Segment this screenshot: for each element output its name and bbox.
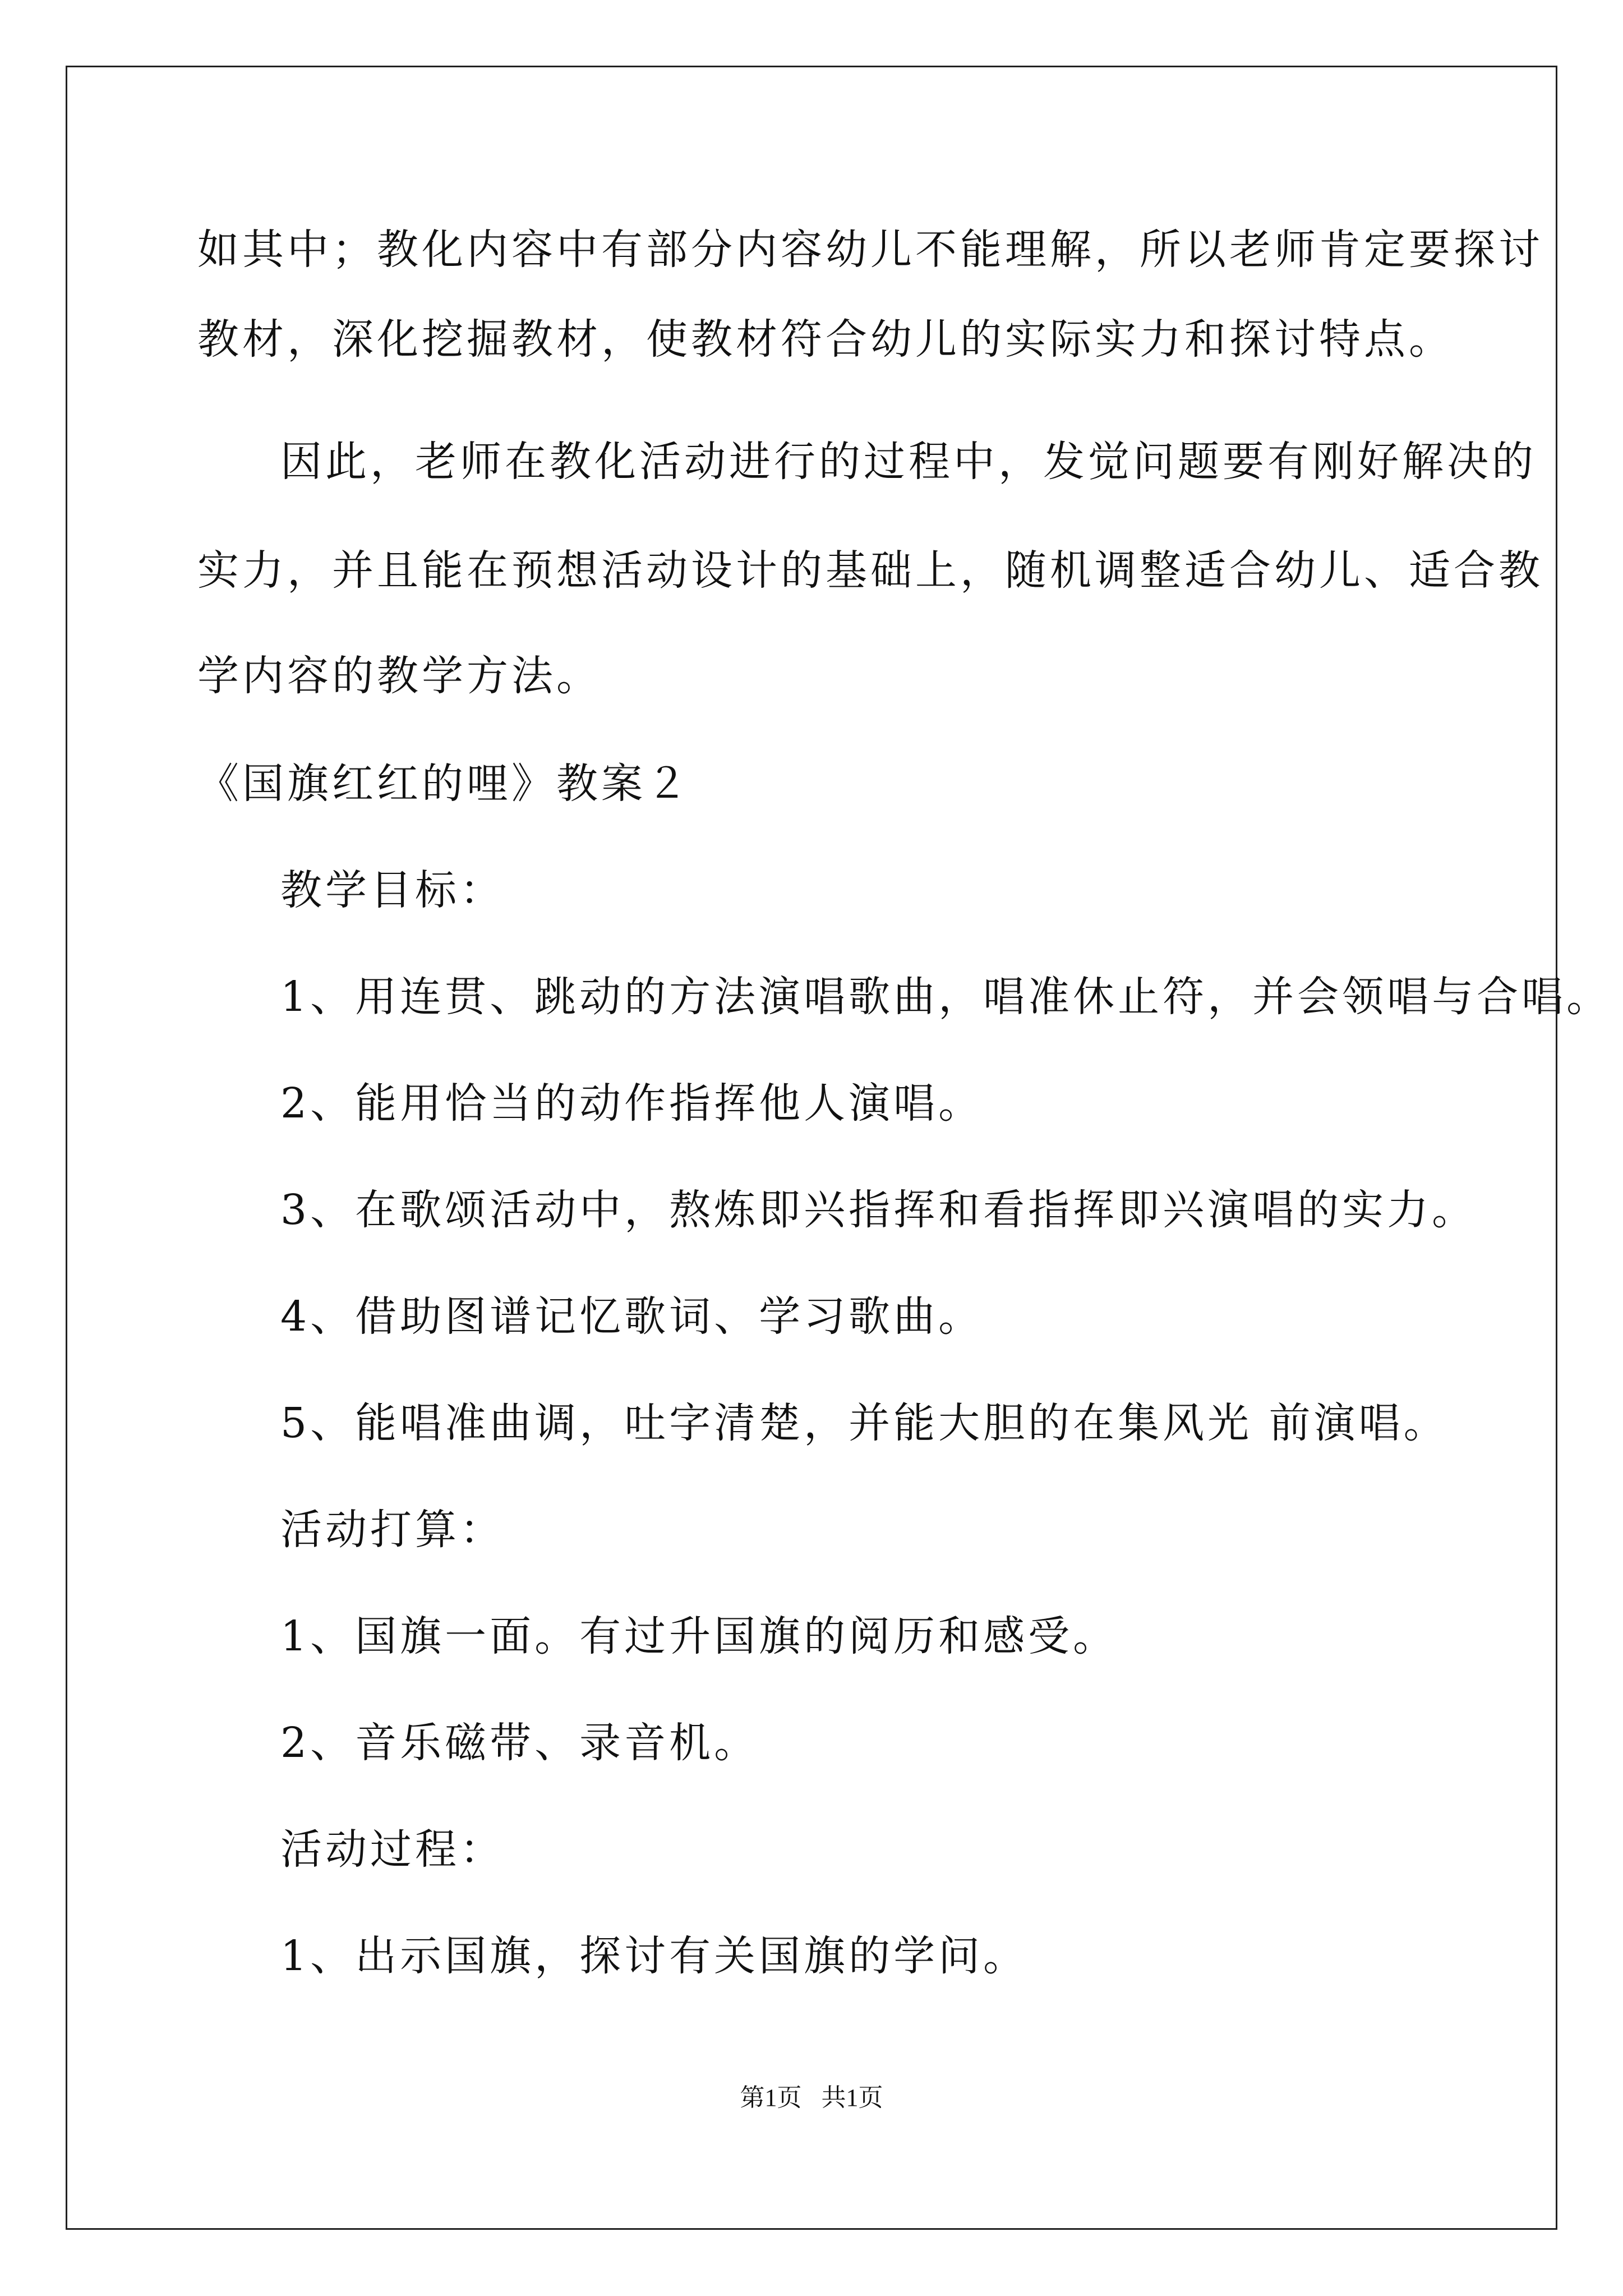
subheading-preparation: 活动打算： <box>280 1506 505 1554</box>
page-total: 共1页 <box>821 2084 883 2111</box>
list-item: 4、借助图谱记忆歌词、学习歌曲。 <box>280 1292 984 1341</box>
paragraph-line: 教材，深化挖掘教材，使教材符合幼儿的实际实力和探讨特点。 <box>197 315 1454 364</box>
list-item: 5、能唱准曲调，吐字清楚，并能大胆的在集风光 前演唱。 <box>280 1399 1449 1447</box>
page-number: 第1页 <box>740 2084 802 2111</box>
page-footer <box>0 2081 1623 2115</box>
list-item: 2、音乐磁带、录音机。 <box>280 1719 759 1767</box>
paragraph-line: 实力，并且能在预想活动设计的基础上，随机调整适合幼儿、适合教 <box>197 546 1543 595</box>
list-item: 1、出示国旗，探讨有关国旗的学问。 <box>280 1932 1029 1980</box>
list-item: 1、国旗一面。有过升国旗的阅历和感受。 <box>280 1612 1118 1660</box>
page-border <box>66 66 1557 2230</box>
paragraph-line: 如其中；教化内容中有部分内容幼儿不能理解，所以老师肯定要探讨 <box>197 226 1543 274</box>
list-item: 3、在歌颂活动中，熬炼即兴指挥和看指挥即兴演唱的实力。 <box>280 1186 1477 1234</box>
section-heading: 《国旗红红的哩》教案２ <box>197 760 691 808</box>
list-item: 1、用连贯、跳动的方法演唱歌曲，唱准休止符，并会领唱与合唱。 <box>280 973 1612 1021</box>
paragraph-line: 因此，老师在教化活动进行的过程中，发觉问题要有刚好解决的 <box>280 438 1537 486</box>
subheading-teaching-goals: 教学目标： <box>280 866 505 914</box>
list-item: 2、能用恰当的动作指挥他人演唱。 <box>280 1079 984 1128</box>
subheading-process: 活动过程： <box>280 1825 505 1874</box>
paragraph-line: 学内容的教学方法。 <box>197 652 601 700</box>
